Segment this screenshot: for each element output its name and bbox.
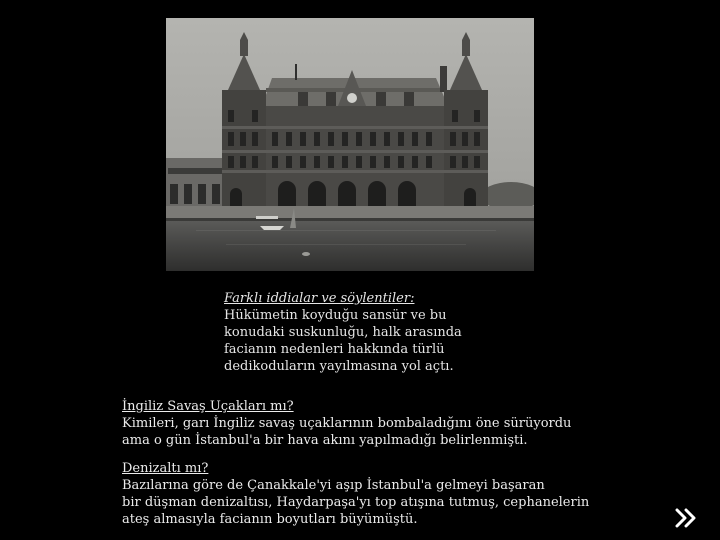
haydarpasa-station-photo [166,18,534,271]
section-body: Kimileri, garı İngiliz savaş uçaklarının bombaladığını öne sürüyordu ama o gün İstanbul'a bir hava akını yapılmadığı belirlenmişti. [122,416,572,448]
section-heading: İngiliz Savaş Uçakları mı? [122,399,294,414]
section-submarine [122,460,622,528]
next-slide-button[interactable] [672,504,700,532]
section-heading: Denizaltı mı? [122,461,209,476]
station-photo-drawing [166,18,534,271]
double-chevron-right-icon [674,508,698,528]
section-british-planes [122,398,622,449]
photo-caption [224,290,524,375]
section-body: Bazılarına göre de Çanakkale'yi aşıp İstanbul'a gelmeyi başaran bir düşman denizaltısı, Haydarpaşa'yı top atışına tutmuş, cephanelerin ateş almasıyla facianın boyutları büyümüştü. [122,478,590,527]
caption-body: Hükümetin koyduğu sansür ve bu konudaki suskunluğu, halk arasında facianın nedenleri hakkında türlü dedikoduların yayılmasına yol açtı. [224,308,462,374]
caption-heading: Farklı iddialar ve söylentiler: [224,291,415,306]
